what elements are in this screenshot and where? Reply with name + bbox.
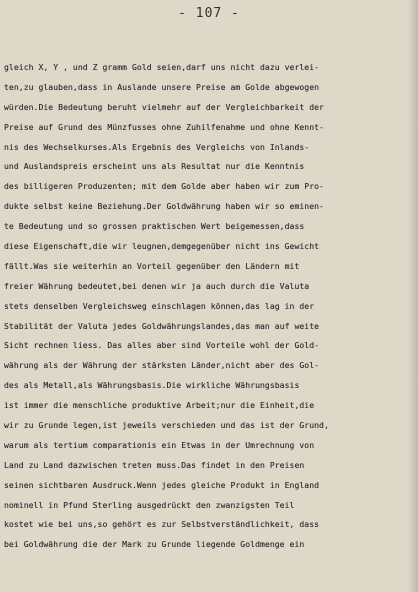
text-line: dukte selbst keine Beziehung.Der Goldwährung haben wir so eminen-	[4, 201, 324, 212]
text-line: fällt.Was sie weiterhin an Vorteil gegenüber den Ländern mit	[4, 260, 300, 271]
text-line: des als Metall,als Währungsbasis.Die wirkliche Währungsbasis	[4, 380, 300, 391]
text-line: te Bedeutung und so grossen praktischen Wert beigemessen,dass	[4, 221, 305, 232]
text-line: warum als tertium comparationis ein Etwas in der Umrechnung von	[4, 439, 315, 450]
body-text	[4, 58, 414, 555]
text-line: ist immer die menschliche produktive Arbeit;nur die Einheit,die	[4, 400, 315, 411]
text-line: würden.Die Bedeutung beruht vielmehr auf der Vergleichbarkeit der	[4, 101, 324, 112]
text-line: wir zu Grunde legen,ist jeweils verschieden und das ist der Grund,	[4, 420, 329, 431]
text-line: diese Eigenschaft,die wir leugnen,demgegenüber nicht ins Gewicht	[4, 241, 320, 252]
text-line: Preise auf Grund des Münzfusses ohne Zuhilfenahme und ohne Kennt-	[4, 121, 324, 132]
text-line: Sicht rechnen liess. Das alles aber sind Vorteile wohl der Gold-	[4, 340, 320, 351]
text-line: seinen sichtbaren Ausdruck.Wenn jedes gleiche Produkt in England	[4, 479, 320, 490]
text-line: des billigeren Produzenten; mit dem Golde aber haben wir zum Pro-	[4, 181, 324, 192]
text-line: kostet wie bei uns,so gehört es zur Selbstverständlichkeit, dass	[4, 519, 320, 530]
text-line: nominell in Pfund Sterling ausgedrückt den zwanzigsten Teil	[4, 499, 295, 510]
page-number: - 107 -	[178, 6, 240, 21]
text-line: Land zu Land dazwischen treten muss.Das findet in den Preisen	[4, 459, 305, 470]
text-line: und Auslandspreis erscheint uns als Resultat nur die Kenntnis	[4, 161, 305, 172]
text-line: währung als der Währung der stärksten Länder,nicht aber des Gol-	[4, 360, 320, 371]
text-line: freier Währung bedeutet,bei denen wir ja auch durch die Valuta	[4, 280, 310, 291]
text-line: gleich X, Y , und Z gramm Gold seien,darf uns nicht dazu verlei-	[4, 62, 320, 72]
text-line: nis des Wechselkurses.Als Ergebnis des Vergleichs von Inlands-	[4, 141, 310, 152]
text-line: stets denselben Vergleichsweg einschlagen können,das lag in der	[4, 300, 315, 311]
text-line: ten,zu glauben,dass in Auslande unsere Preise am Golde abgewogen	[4, 81, 320, 92]
text-line: Stabilität der Valuta jedes Goldwährungslandes,das man auf weite	[4, 320, 320, 331]
text-line: bei Goldwährung die der Mark zu Grunde liegende Goldmenge ein	[4, 539, 305, 550]
